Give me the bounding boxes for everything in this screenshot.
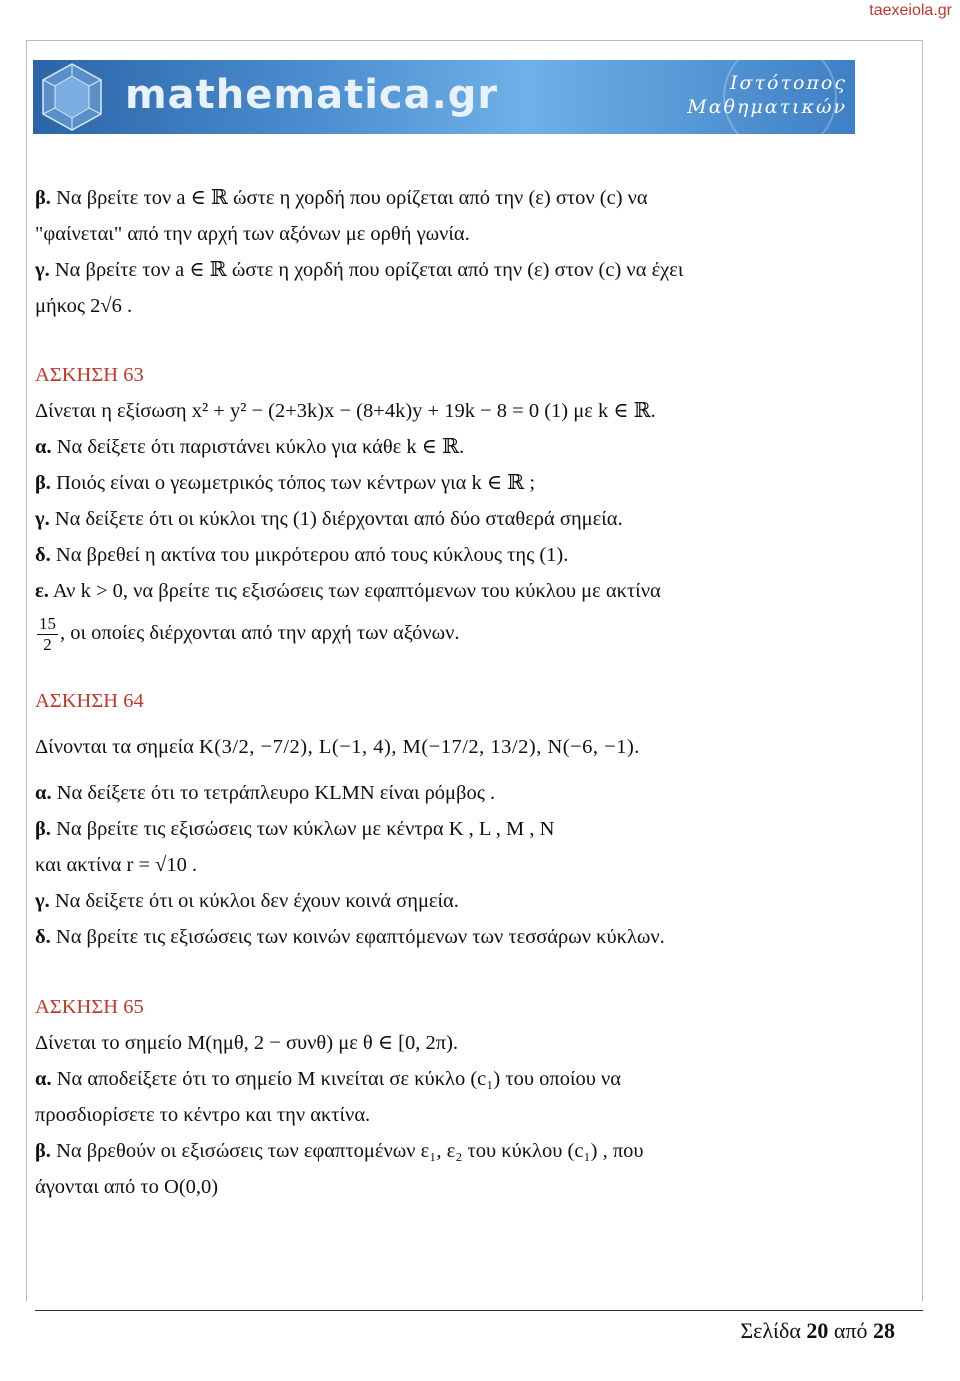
exercise-item: δ. Να βρεθεί η ακτίνα του μικρότερου από τους κύκλους της (1).: [35, 544, 569, 566]
exercise-item: ε. Αν k > 0, να βρείτε τις εξισώσεις των εφαπτόμενων του κύκλου με ακτίνα: [35, 580, 661, 602]
exercise-63-title: ΑΣΚΗΣΗ 63: [35, 364, 144, 386]
text-line: "φαίνεται" από την αρχή των αξόνων με ορθή γωνία.: [35, 223, 470, 245]
radius-fraction: $\frac{15}{2}$: [39, 613, 56, 654]
exercise-item: άγονται από το Ο(0,0): [35, 1176, 219, 1198]
exercise-64-title: ΑΣΚΗΣΗ 64: [35, 690, 144, 712]
exercise-65-given: Δίνεται το σημείο Μ(ημθ, 2 − συνθ) με θ ∈ [0, 2π).: [35, 1032, 459, 1054]
exercise-item: β. Να βρεθούν οι εξισώσεις των εφαπτομένων ε₁, ε₂ του κύκλου (c₁) , που: [35, 1140, 644, 1162]
footer-divider: [35, 1310, 923, 1311]
banner-tagline-1: Ιστότοπος: [730, 72, 847, 94]
exercise-64-given: Δίνονται τα σημεία K(3/2, −7/2), L(−1, 4), M(−17/2, 13/2), N(−6, −1).: [35, 736, 640, 758]
exercise-item: β. Ποιός είναι ο γεωμετρικός τόπος των κέντρων για k ∈ ℝ ;: [35, 472, 536, 494]
exercise-65-title: ΑΣΚΗΣΗ 65: [35, 996, 144, 1018]
exercise-item: α. Να δείξετε ότι το τετράπλευρο KLMN είναι ρόμβος .: [35, 782, 496, 804]
page-number: Σελίδα 20 από 28: [740, 1318, 895, 1343]
exercise-item: β. Να βρείτε τις εξισώσεις των κύκλων με κέντρα K , L , M , N: [35, 818, 555, 840]
text-line: μήκος 2√6 .: [35, 295, 133, 317]
exercise-item: προσδιορίσετε το κέντρο και την ακτίνα.: [35, 1104, 371, 1126]
points-formula: K(3/2, −7/2), L(−1, 4), M(−17/2, 13/2), N(−6, −1).: [198, 736, 640, 758]
polyhedron-logo-icon: [39, 62, 105, 132]
radius-line: $\frac{15}{2}$ , οι οποίες διέρχονται από την αρχή των αξόνων.: [39, 613, 460, 654]
exercise-item: και ακτίνα r = √10 .: [35, 854, 198, 876]
exercise-item: γ. Να δείξετε ότι οι κύκλοι της (1) διέρχονται από δύο σταθερά σημεία.: [35, 508, 623, 530]
exercise-item: α. Να αποδείξετε ότι το σημείο Μ κινείται σε κύκλο (c₁) του οποίου να: [35, 1068, 622, 1090]
exercise-item: α. Να δείξετε ότι παριστάνει κύκλο για κάθε k ∈ ℝ.: [35, 436, 465, 458]
brand-logo-text: mathematica.gr: [125, 72, 499, 118]
banner-tagline-2: Μαθηματικών: [687, 96, 847, 118]
text-line: γ. Να βρείτε τον a ∈ ℝ ώστε η χορδή που ορίζεται από την (ε) στον (c) να έχει: [35, 259, 684, 281]
header-banner: [33, 60, 855, 134]
text-line: β. Να βρείτε τον a ∈ ℝ ώστε η χορδή που ορίζεται από την (ε) στον (c) να: [35, 187, 648, 209]
site-link[interactable]: taexeiola.gr: [869, 2, 952, 19]
page-content: [35, 180, 865, 1205]
exercise-item: δ. Να βρείτε τις εξισώσεις των κοινών εφαπτόμενων των τεσσάρων κύκλων.: [35, 926, 665, 948]
exercise-item: γ. Να δείξετε ότι οι κύκλοι δεν έχουν κοινά σημεία.: [35, 890, 459, 912]
exercise-63-given: Δίνεται η εξίσωση x² + y² − (2+3k)x − (8+4k)y + 19k − 8 = 0 (1) με k ∈ ℝ.: [35, 400, 656, 422]
